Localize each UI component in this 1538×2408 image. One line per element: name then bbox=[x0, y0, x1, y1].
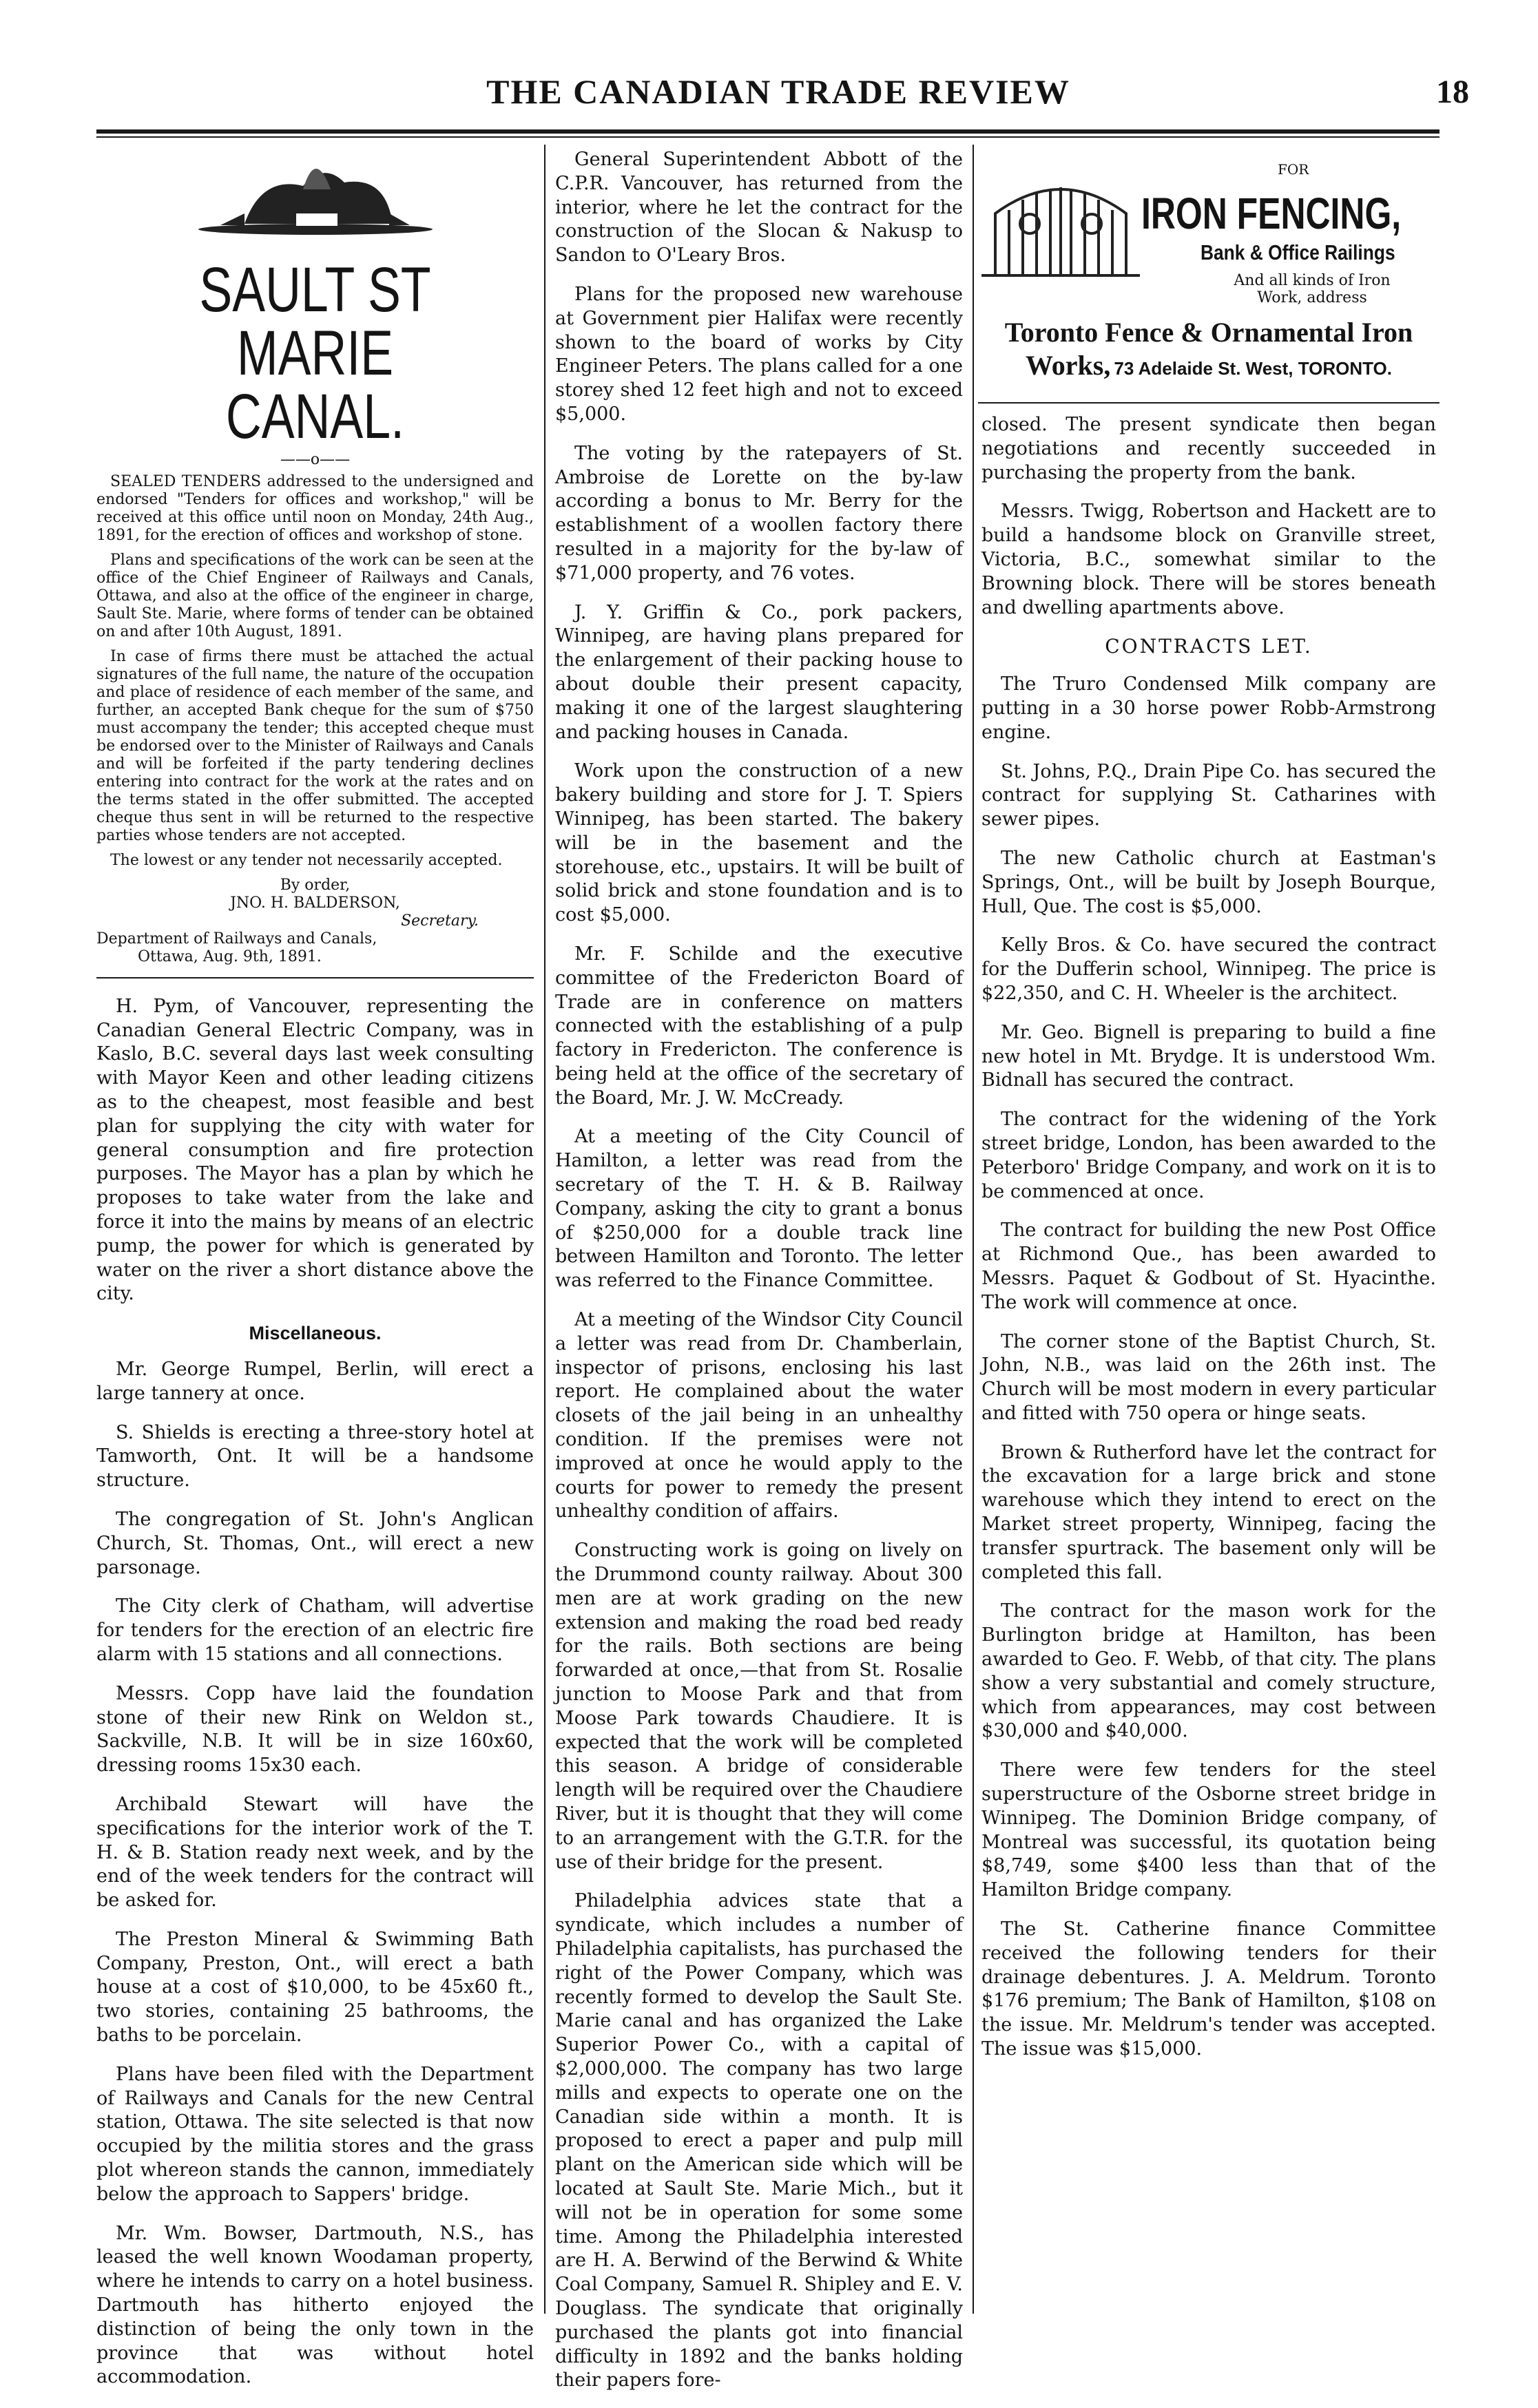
news-item: Philadelphia advices state that a syndicate, which includes a number of Philadelphia capitalists, has purchased the right of the Power Company, which was recently formed to develop the Sault Ste. Marie canal and has organized the Lake Superior Power Co., with a capital of $2,000,000. The company has two large mills and expects to operate one on the Canadian side within a month. It is proposed to erect a paper and pulp mill plant on the American side which will be located at Sault Ste. Marie Mich., but it will not be in operation for some some time. Among the Philadelphia interested are H. A. Berwind of the Berwind & White Coal Company, Samuel R. Shipley and E. V. Douglass. The syndicate that originally purchased the plants got into financial difficulty in 1892 and the banks holding their papers fore- bbox=[555, 1890, 963, 2391]
misc-item: Mr. Wm. Bowser, Dartmouth, N.S., has leased the well known Woodaman property, where he intends to carry on a hotel business. Dartmouth has hitherto enjoyed the distinction of being the only town in the province that was without hotel accommodation. bbox=[96, 2222, 534, 2388]
canal-signer-title: Secretary. bbox=[401, 912, 479, 930]
contract-item: The contract for the widening of the York street bridge, London, has been awarded to the Peterboro' Bridge Company, and work on it is to be commenced at once. bbox=[981, 1109, 1436, 1202]
article-pym: H. Pym, of Vancouver, representing the Canadian General Electric Company, was in Kaslo, B.C. several days last week consulting with Mayor Keen and other leading citizens as to the cheapest, most feasible and best plan for supplying the city with water for general consumption and fire protection purposes. The Mayor has a plan by which he proposes to take water from the lake and force it into the mains by means of an electric pump, the power for which is generated by water on the river a short distance above the city. bbox=[96, 995, 534, 1305]
column-rule-2 bbox=[973, 145, 974, 2314]
contracts-let-heading: CONTRACTS LET. bbox=[1105, 635, 1313, 658]
contract-item: There were few tenders for the steel superstructure of the Osborne street bridge in Winnipeg. The Dominion Bridge company, of Montreal was successful, its quotation being $8,749, some $400 less than that of the Hamilton Bridge company. bbox=[981, 1759, 1436, 1901]
contract-item: The St. Catherine finance Committee received the following tenders for their drainage debentures. J. A. Meldrum. Toronto $176 premium; The Bank of Hamilton, $108 on the issue. Mr. Meldrum's tender was accepted. The issue was $15,000. bbox=[981, 1918, 1436, 2060]
news-item: At a meeting of the City Council of Hamilton, a letter was read from the secretary of the T. H. & B. Railway Company, asking the city to grant a bonus of $250,000 for a double track line between Hamilton and Toronto. The letter was referred to the Finance Committee. bbox=[555, 1126, 963, 1292]
news-item: Mr. F. Schilde and the executive committee of the Fredericton Board of Trade are in conference on matters connected with the establishing of a pulp factory in Fredericton. The conference is being held at the office of the secretary of the Board, Mr. J. W. McCready. bbox=[555, 943, 963, 1109]
misc-item: The congregation of St. John's Anglican Church, St. Thomas, Ont., will erect a new parsonage. bbox=[96, 1508, 534, 1578]
canal-notice-ad bbox=[96, 148, 534, 978]
misc-item: Messrs. Copp have laid the foundation stone of their new Rink on Weldon st., Sackville, N.B. It will be in size 160x60, dressing rooms 15x30 each. bbox=[96, 1682, 534, 1777]
news-item: The voting by the ratepayers of St. Ambroise de Lorette on the by-law according a bonus to Mr. Berry for the establishment of a woollen factory there resulted in a majority for the by-law of $71,000 property, and 76 votes. bbox=[555, 442, 963, 584]
contract-item: The corner stone of the Baptist Church, St. John, N.B., was laid on the 26th inst. The Church will be most modern in every particular and fitted with 750 opera or hinge seats. bbox=[981, 1330, 1436, 1424]
canal-para-3: In case of firms there must be attached the actual signatures of the full name, the nature of the occupation and place of residence of each member of the same, and further, an accepted Bank cheque for the sum of $750 must accompany the tender; this accepted cheque must be endorsed over to the Minister of Railways and Canals and will be forfeited if the party tendering declines entering into contract for the work at the rates and on the terms stated in the offer submitted. The accepted cheque thus sent in will be returned to the respective parties whose tenders are not accepted. bbox=[96, 647, 534, 844]
canal-by-order: By order, bbox=[280, 876, 351, 894]
canal-dept: Department of Railways and Canals, bbox=[96, 930, 377, 948]
fence-ad-line2: Work, address bbox=[1257, 289, 1367, 306]
misc-item: Plans have been filed with the Department of Railways and Canals for the new Central station, Ottawa. The site selected is that now occupied by the militia stores and the grass plot whereon stands the cannon, immediately below the approach to Sappers' bridge. bbox=[96, 2063, 534, 2205]
news-item: At a meeting of the Windsor City Council a letter was read from Dr. Chamberlain, inspector of prisons, enclosing his last report. He complained about the water closets of the jail being in an unhealthy condition. If the premises were not improved at once he would apply to the courts for power to remedy the present unhealthy condition of affairs. bbox=[555, 1309, 963, 1522]
fence-ad-headline: IRON FENCING, bbox=[1141, 189, 1402, 238]
news-item: closed. The present syndicate then began negotiations and recently succeeded in purchasing the property from the bank. bbox=[981, 414, 1436, 483]
news-item: Messrs. Twigg, Robertson and Hackett are to build a handsome block on Granville street, Victoria, B.C., somewhat similar to the Browning block. There will be stores beneath and dwelling apartments above. bbox=[981, 501, 1436, 618]
news-item: Constructing work is going on lively on the Drummond county railway. About 300 men are at work grading on the new extension and making the road bed ready for the rails. Both sections are being forwarded at once,—that from St. Rosalie junction to Moose Park and that from Moose Park towards Chaudiere. It is expected that the work will be completed this season. A bridge of considerable length will be required over the Chaudiere River, but it is thought that they will come to an arrangement with the G.T.R. for the use of their bridge for the present. bbox=[555, 1540, 963, 1873]
iron-gate-icon bbox=[981, 172, 1140, 282]
contract-item: The new Catholic church at Eastman's Springs, Ont., will be built by Joseph Bourque, Hull, Que. The cost is $5,000. bbox=[981, 847, 1436, 917]
beaver-crest-icon bbox=[96, 148, 534, 251]
header-rule-thin bbox=[96, 136, 1440, 138]
contract-item: The contract for the mason work for the Burlington bridge at Hamilton, has been awarded to Geo. F. Webb, of that city. The plans show a very substantial and comely structure, which from appearances, may cost between $30,000 and $40,000. bbox=[981, 1600, 1436, 1742]
misc-item: Mr. George Rumpel, Berlin, will erect a large tannery at once. bbox=[96, 1358, 534, 1404]
canal-notice-body bbox=[96, 473, 534, 966]
contract-item: The contract for building the new Post Office at Richmond Que., has been awarded to Messrs. Paquet & Godbout of St. Hyacinthe. The work will commence at once. bbox=[981, 1219, 1436, 1313]
canal-para-1: SEALED TENDERS addressed to the undersigned and endorsed "Tenders for offices and workshop," will be received at this office until noon on Monday, 24th Aug., 1891, for the erection of offices and workshop of stone. bbox=[96, 472, 534, 544]
contract-item: Mr. Geo. Bignell is preparing to build a fine new hotel in Mt. Brydge. It is understood Wm. Bidnall has secured the contract. bbox=[981, 1021, 1436, 1091]
canal-para-4: The lowest or any tender not necessarily accepted. bbox=[110, 851, 503, 869]
contract-item: Brown & Rutherford have let the contract for the excavation for a large brick and stone warehouse which they intend to erect on the Market street property, Winnipeg, facing the transfer spurtrack. The basement only will be completed this fall. bbox=[981, 1441, 1436, 1583]
canal-dept-date: Ottawa, Aug. 9th, 1891. bbox=[138, 948, 322, 965]
column-3 bbox=[981, 413, 1436, 2077]
contract-item: St. Johns, P.Q., Drain Pipe Co. has secured the contract for supplying St. Catharines with sewer pipes. bbox=[981, 760, 1436, 830]
fence-ad-bottom-rule bbox=[978, 402, 1440, 404]
canal-divider: ——o—— bbox=[280, 450, 351, 468]
news-item: J. Y. Griffin & Co., pork packers, Winnipeg, are having plans prepared for the enlargement of their packing house to about double their present capacity, making it one of the largest slaughtering and packing houses in Canada. bbox=[555, 601, 963, 743]
fence-ad-company2: Works, bbox=[1025, 350, 1111, 381]
page-number: 18 bbox=[1436, 74, 1469, 110]
canal-ad-bottom-rule bbox=[96, 977, 534, 978]
misc-item: The City clerk of Chatham, will advertise for tenders for the erection of an electric fire alarm with 15 stations and all connections. bbox=[96, 1595, 534, 1665]
fence-ad-sub: Bank & Office Railings bbox=[1201, 240, 1395, 264]
canal-signer: JNO. H. BALDERSON, bbox=[230, 894, 400, 912]
header-rule bbox=[96, 129, 1440, 134]
fence-ad-company1: Toronto Fence & Ornamental Iron bbox=[1004, 317, 1413, 348]
iron-fencing-ad bbox=[981, 151, 1436, 399]
contract-item: Kelly Bros. & Co. have secured the contract for the Dufferin school, Winnipeg. The price is $22,350, and C. H. Wheeler is the architect. bbox=[981, 934, 1436, 1004]
fence-ad-line1: And all kinds of Iron bbox=[1234, 272, 1391, 289]
news-item: Plans for the proposed new warehouse at Government pier Halifax were recently shown to the board of works by City Engineer Peters. The plans called for a one storey shed 12 feet high and not to exceed $5,000. bbox=[555, 283, 963, 425]
news-item: General Superintendent Abbott of the C.P.R. Vancouver, has returned from the interior, where he let the contract for the construction of the Slocan & Nakusp to Sandon to O'Leary Bros. bbox=[555, 149, 963, 266]
canal-para-2: Plans and specifications of the work can be seen at the office of the Chief Engineer of Railways and Canals, Ottawa, and also at the office of the engineer in charge, Sault Ste. Marie, where forms of tender can be obtained on and after 10th August, 1891. bbox=[96, 551, 534, 640]
misc-item: Archibald Stewart will have the specifications for the interior work of the T. H. & B. Station ready next week, and by the end of the week tenders for the contract will be asked for. bbox=[96, 1793, 534, 1912]
page-header-title: THE CANADIAN TRADE REVIEW bbox=[486, 72, 1070, 111]
misc-item: S. Shields is erecting a three-story hotel at Tamworth, Ont. It will be a handsome structure. bbox=[96, 1421, 534, 1491]
column-rule-1 bbox=[544, 145, 545, 2314]
fence-ad-for: FOR bbox=[1278, 161, 1309, 178]
column-1 bbox=[96, 148, 534, 2405]
news-item: Work upon the construction of a new bakery building and store for J. T. Spiers Winnipeg, has been started. The bakery will be in the basement and the storehouse, etc., upstairs. It will be built of solid brick and stone foundation and is to cost $5,000. bbox=[555, 760, 963, 926]
canal-title-line1: SAULT ST MARIE bbox=[199, 254, 431, 388]
fence-ad-address: 73 Adelaide St. West, TORONTO. bbox=[1114, 358, 1393, 379]
miscellaneous-heading: Miscellaneous. bbox=[249, 1323, 382, 1344]
contract-item: The Truro Condensed Milk company are putting in a 30 horse power Robb-Armstrong engine. bbox=[981, 673, 1436, 743]
misc-item: The Preston Mineral & Swimming Bath Company, Preston, Ont., will erect a bath house at a cost of $10,000, to be 45x60 ft., two stories, containing 25 bathrooms, the baths to be porcelain. bbox=[96, 1928, 534, 2046]
column-2 bbox=[555, 148, 963, 2408]
canal-title-line2: CANAL. bbox=[225, 381, 405, 452]
